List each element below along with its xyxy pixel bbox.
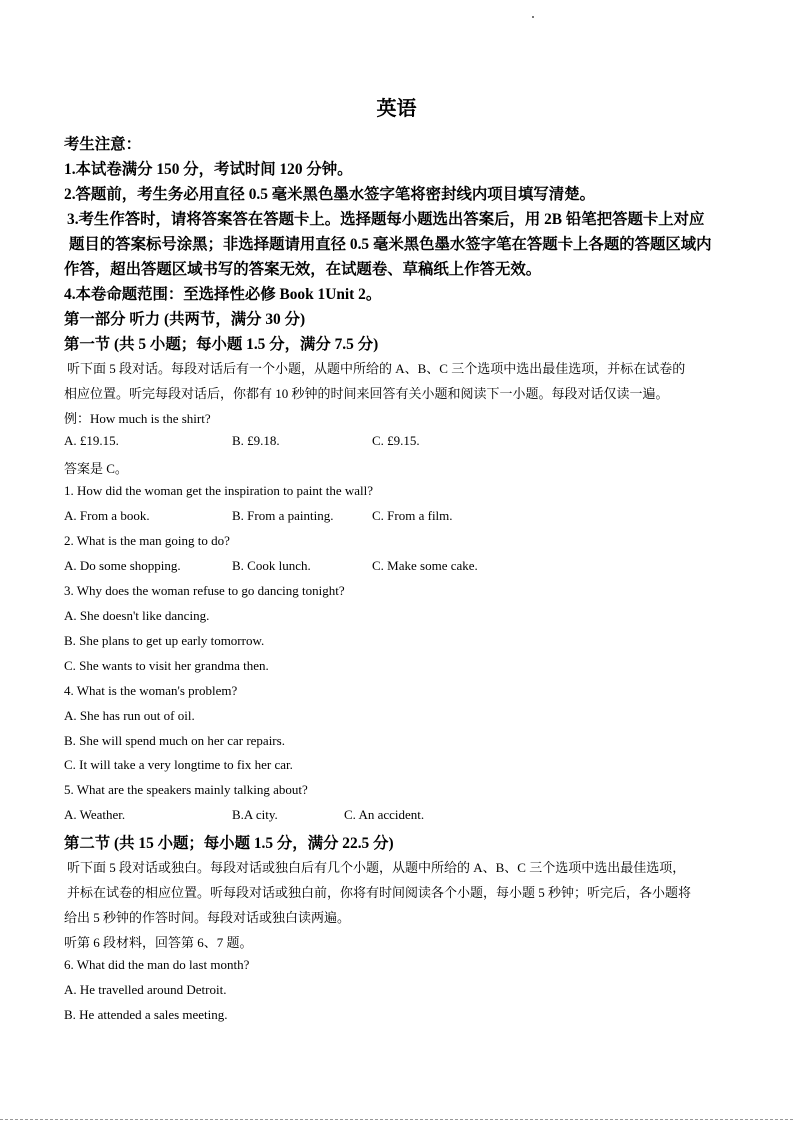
part1-heading: 第一部分 听力 (共两节，满分 30 分): [64, 311, 306, 328]
q5-option-b: B.A city.: [232, 807, 278, 822]
section2-instruction-1: 听下面 5 段对话或独白。每段对话或独白后有几个小题，从题中所给的 A、B、C 三个选项中选出最佳选项，: [67, 860, 686, 875]
question-4: 4. What is the woman's problem?: [64, 683, 238, 698]
q2-option-c: C. Make some cake.: [372, 558, 478, 573]
material-6-note: 听第 6 段材料，回答第 6、7 题。: [64, 935, 253, 950]
notice-item-2: 2.答题前，考生务必用直径 0.5 毫米黑色墨水签字笔将密封线内项目填写清楚。: [64, 186, 595, 203]
q1-option-a: A. From a book.: [64, 508, 150, 523]
notice-item-3-end: 作答，超出答题区域书写的答案无效，在试题卷、草稿纸上作答无效。: [64, 261, 542, 278]
question-2: 2. What is the man going to do?: [64, 533, 230, 548]
notice-item-1: 1.本试卷满分 150 分，考试时间 120 分钟。: [64, 161, 353, 178]
q5-option-a: A. Weather.: [64, 807, 126, 822]
section1-instruction-1: 听下面 5 段对话。每段对话后有一个小题，从题中所给的 A、B、C 三个选项中选出最佳选项，并标在试卷的: [67, 361, 686, 376]
q3-option-a: A. She doesn't like dancing.: [64, 608, 210, 623]
section2-instruction-3: 给出 5 秒钟的作答时间。每段对话或独白读两遍。: [64, 910, 351, 925]
question-6: 6. What did the man do last month?: [64, 957, 250, 972]
q4-option-a: A. She has run out of oil.: [64, 708, 195, 723]
section2-heading: 第二节 (共 15 小题；每小题 1.5 分，满分 22.5 分): [64, 835, 394, 852]
q1-option-c: C. From a film.: [372, 508, 453, 523]
q4-option-c: C. It will take a very longtime to fix her car.: [64, 757, 293, 772]
notice-item-3-cont: 题目的答案标号涂黑；非选择题请用直径 0.5 毫米黑色墨水签字笔在答题卡上各题的答题区域内: [69, 236, 712, 253]
question-1: 1. How did the woman get the inspiration to paint the wall?: [64, 483, 374, 498]
notice-heading: 考生注意：: [64, 136, 141, 153]
example-option-c: C. £9.15.: [372, 433, 420, 448]
section2-instruction-2: 并标在试卷的相应位置。听每段对话或独白前，你将有时间阅读各个小题，每小题 5 秒钟；听完后，各小题将: [67, 885, 692, 900]
example-answer: 答案是 C。: [64, 461, 128, 476]
notice-item-3: 3.考生作答时，请将答案答在答题卡上。选择题每小题选出答案后，用 2B 铅笔把答题卡上对应: [67, 211, 705, 228]
section1-heading: 第一节 (共 5 小题；每小题 1.5 分，满分 7.5 分): [64, 336, 379, 353]
section1-instruction-2: 相应位置。听完每段对话后，你都有 10 秒钟的时间来回答有关小题和阅读下一小题。每段对话仅读一遍。: [64, 386, 669, 401]
question-5: 5. What are the speakers mainly talking about?: [64, 782, 308, 797]
page-bottom-rule: [0, 1119, 793, 1120]
q2-option-b: B. Cook lunch.: [232, 558, 311, 573]
q5-option-c: C. An accident.: [344, 807, 425, 822]
q3-option-b: B. She plans to get up early tomorrow.: [64, 633, 265, 648]
question-3: 3. Why does the woman refuse to go dancing tonight?: [64, 583, 345, 598]
q6-option-b: B. He attended a sales meeting.: [64, 1007, 228, 1022]
q3-option-c: C. She wants to visit her grandma then.: [64, 658, 269, 673]
example-question: 例：How much is the shirt?: [64, 411, 211, 426]
q4-option-b: B. She will spend much on her car repairs.: [64, 733, 285, 748]
example-option-a: A. £19.15.: [64, 433, 119, 448]
q1-option-b: B. From a painting.: [232, 508, 334, 523]
notice-item-4: 4.本卷命题范围：至选择性必修 Book 1Unit 2。: [64, 286, 382, 303]
page-title: 英语: [376, 98, 417, 120]
example-option-b: B. £9.18.: [232, 433, 280, 448]
q6-option-a: A. He travelled around Detroit.: [64, 982, 227, 997]
q2-option-a: A. Do some shopping.: [64, 558, 181, 573]
page-mark: [532, 16, 534, 18]
